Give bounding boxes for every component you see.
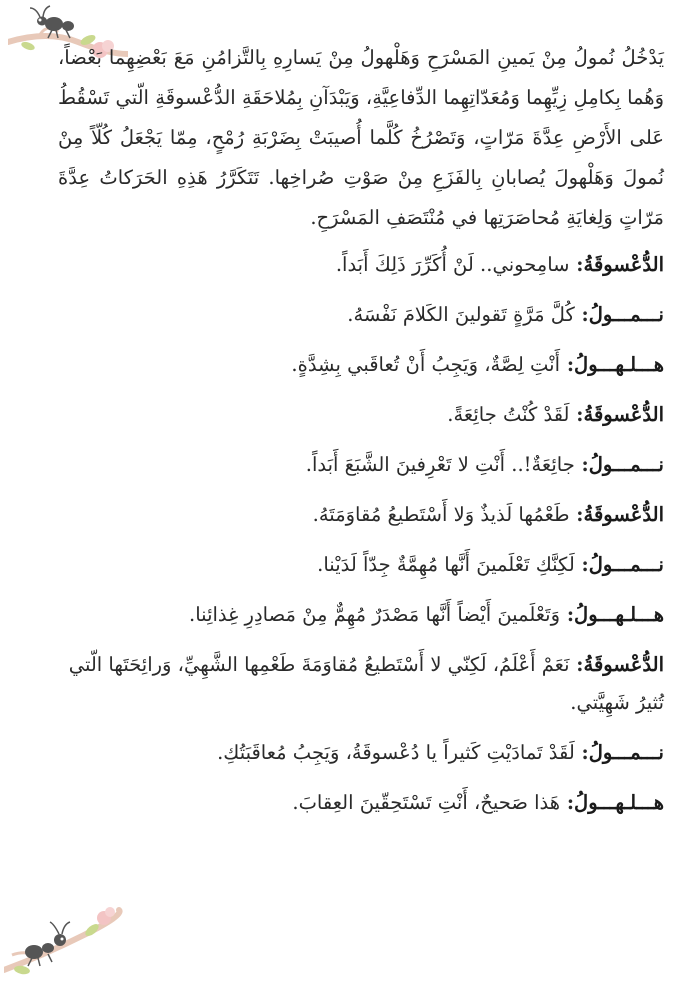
play-script	[58, 38, 664, 828]
dialogue-line: نـــمـــولُ: جائِعَةٌ!.. أَنْتِ لا تَعْرِفينَ الشَّبَعَ أَبَداً.	[305, 453, 664, 476]
speaker-name: الدُّعْسوقَةُ	[583, 653, 664, 676]
dialogue-line: الدُّعْسوقَةُ: سامِحوني.. لَنْ أُكَرِّرَ ذَلِكَ أَبَداً.	[335, 253, 664, 276]
dialogue-line: هـــلـهـــولُ: هَذا صَحيحٌ، أَنْتِ تَسْتَحِقّينَ العِقابَ.	[292, 791, 664, 814]
dialogue-text: طَعْمُها لَذيذٌ وَلا أَسْتَطيعُ مُقاوَمَتَهُ.	[312, 503, 570, 526]
dialogue-text: كُلَّ مَرَّةٍ تَقولينَ الكَلامَ نَفْسَهُ.	[347, 303, 575, 326]
speaker-name: نـــمـــولُ	[588, 553, 664, 576]
speaker-name: هـــلـهـــولُ	[574, 791, 664, 814]
speaker-name: الدُّعْسوقَةُ	[583, 403, 664, 426]
dialogue-line: نـــمـــولُ: لَقَدْ تَمادَيْتِ كَثيراً يا دُعْسوقَةُ، وَيَجِبُ مُعاقَبَتُكِ.	[217, 741, 664, 764]
speaker-name: نـــمـــولُ	[588, 453, 664, 476]
dialogue-text: وَتَعْلَمينَ أَيْضاً أَنَّها مَصْدَرٌ مُهِمٌّ مِنْ مَصادِرِ غِذائِنا.	[189, 603, 561, 626]
dialogue-line: نـــمـــولُ: لَكِنَّكِ تَعْلَمينَ أَنَّها مُهِمَّةٌ جِدّاً لَدَيْنا.	[317, 553, 664, 576]
dialogue-line: نـــمـــولُ: كُلَّ مَرَّةٍ تَقولينَ الكَلامَ نَفْسَهُ.	[347, 303, 664, 326]
dialogue-text: جائِعَةٌ!.. أَنْتِ لا تَعْرِفينَ الشَّبَعَ أَبَداً.	[305, 453, 575, 476]
dialogue-text: سامِحوني.. لَنْ أُكَرِّرَ ذَلِكَ أَبَداً.	[335, 253, 570, 276]
dialogue-line: الدُّعْسوقَةُ: طَعْمُها لَذيذٌ وَلا أَسْتَطيعُ مُقاوَمَتَهُ.	[312, 503, 664, 526]
dialogue-line: الدُّعْسوقَةُ: لَقَدْ كُنْتُ جائِعَةً.	[447, 403, 664, 426]
speaker-name: هـــلـهـــولُ	[574, 603, 664, 626]
dialogue-line: هـــلـهـــولُ: وَتَعْلَمينَ أَيْضاً أَنَّها مَصْدَرٌ مُهِمٌّ مِنْ مَصادِرِ غِذائِنا.	[189, 603, 664, 626]
ant-on-branch-illustration-bottom	[4, 900, 124, 985]
dialogue-text: نَعَمْ أَعْلَمُ، لَكِنّي لا أَسْتَطيعُ مُقاوَمَةَ طَعْمِها الشَّهِيِّ، وَرائِحَتَها الّتي تُثيرُ شَهِيَّتي.	[68, 653, 664, 714]
dialogue-line: الدُّعْسوقَةُ: نَعَمْ أَعْلَمُ، لَكِنّي لا أَسْتَطيعُ مُقاوَمَةَ طَعْمِها الشَّهِيِّ، وَرائِحَتَها الّتي تُثيرُ شَهِيَّتي.	[68, 653, 664, 714]
dialogue-text: لَقَدْ تَمادَيْتِ كَثيراً يا دُعْسوقَةُ، وَيَجِبُ مُعاقَبَتُكِ.	[217, 741, 575, 764]
dialogue-text: لَقَدْ كُنْتُ جائِعَةً.	[447, 403, 570, 426]
speaker-name: هـــلـهـــولُ	[574, 353, 664, 376]
dialogue-text: لَكِنَّكِ تَعْلَمينَ أَنَّها مُهِمَّةٌ جِدّاً لَدَيْنا.	[317, 553, 575, 576]
dialogue-text: أَنْتِ لِصَّةٌ، وَيَجِبُ أَنْ تُعاقَبي بِشِدَّةٍ.	[291, 353, 561, 376]
speaker-name: الدُّعْسوقَةُ	[583, 253, 664, 276]
stage-direction: يَدْخُلُ نُمولُ مِنْ يَمينِ المَسْرَحِ وَهَلْهولُ مِنْ يَسارِهِ بِالتَّزامُنِ مَعَ بَعْضِهِما بَعْضاً، وَهُما بِكامِلِ زِيِّهِما وَمُعَدّاتِهِما الدِّفاعِيَّةِ، وَيَبْدَآنِ بِمُلاحَقَةِ الدُّعْسوقَةِ الّتي تَسْقُطُ عَلى الأَرْضِ عِدَّةَ مَرّاتٍ، وَتَصْرُخُ كُلَّما أُصيبَتْ بِضَرْبَةِ رُمْحٍ، مِمّا يَجْعَلُ كُلّاً مِنْ نُمولَ وَهَلْهولَ يُصابانِ بِالفَزَعِ مِنْ صَوْتِ صُراخِها. تَتَكَرَّرُ هَذِهِ الحَرَكاتُ عِدَّةَ مَرّاتٍ وَلِغايَةِ مُحاصَرَتِها في مُنْتَصَفِ المَسْرَحِ.	[58, 46, 664, 229]
dialogue-line: هـــلـهـــولُ: أَنْتِ لِصَّةٌ، وَيَجِبُ أَنْ تُعاقَبي بِشِدَّةٍ.	[291, 353, 664, 376]
speaker-name: نـــمـــولُ	[588, 741, 664, 764]
speaker-name: نـــمـــولُ	[588, 303, 664, 326]
speaker-name: الدُّعْسوقَةُ	[583, 503, 664, 526]
dialogue-text: هَذا صَحيحٌ، أَنْتِ تَسْتَحِقّينَ العِقابَ.	[292, 791, 561, 814]
